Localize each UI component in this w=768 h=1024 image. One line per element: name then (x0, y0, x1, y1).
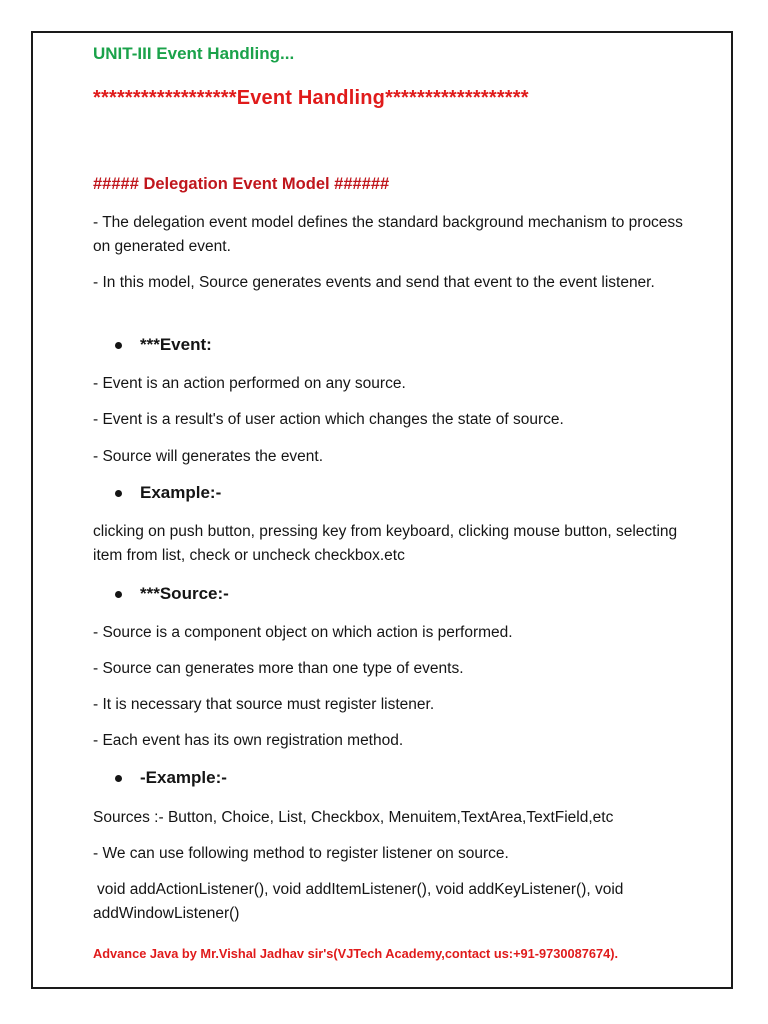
unit-title: UNIT-III Event Handling... (93, 44, 295, 63)
event-heading: ***Event: (140, 335, 212, 354)
banner-title: ******************Event Handling****************** (93, 87, 529, 109)
example2-bullet-heading (115, 768, 715, 788)
intro-paragraph-2: - In this model, Source generates events and send that event to the event listener. (93, 274, 655, 291)
example-text: clicking on push button, pressing key from keyboard, clicking mouse button, selecting item from list, check or uncheck checkbox.etc (93, 523, 678, 564)
source-line-1: - Source is a component object on which action is performed. (93, 624, 513, 641)
event-line-2: - Event is a result's of user action which changes the state of source. (93, 411, 564, 428)
event-line-3: - Source will generates the event. (93, 448, 324, 465)
source-line-4: - Each event has its own registration method. (93, 732, 404, 749)
footer-credit: Advance Java by Mr.Vishal Jadhav sir's(VJTech Academy,contact us:+91-9730087674). (93, 946, 619, 961)
bullet-icon (115, 342, 122, 349)
sources-line: Sources :- Button, Choice, List, Checkbox, Menuitem,TextArea,TextField,etc (93, 809, 614, 826)
intro-paragraph-1: - The delegation event model defines the standard background mechanism to process on generated event. (93, 214, 683, 255)
bullet-icon (115, 775, 122, 782)
methods-line: void addActionListener(), void addItemListener(), void addKeyListener(), void addWindowListener() (93, 881, 624, 922)
bullet-icon (115, 591, 122, 598)
register-line: - We can use following method to register listener on source. (93, 845, 509, 862)
source-line-3: - It is necessary that source must register listener. (93, 696, 435, 713)
source-line-2: - Source can generates more than one type of events. (93, 660, 464, 677)
event-line-1: - Event is an action performed on any source. (93, 375, 406, 392)
source-bullet-heading (115, 584, 715, 604)
example-heading: Example:- (140, 483, 222, 502)
section-heading: ##### Delegation Event Model ###### (93, 175, 390, 193)
example-bullet-heading (115, 483, 715, 503)
bullet-icon (115, 490, 122, 497)
event-bullet-heading (115, 335, 715, 355)
source-heading: ***Source:- (140, 584, 229, 603)
example2-heading: -Example:- (140, 768, 227, 787)
